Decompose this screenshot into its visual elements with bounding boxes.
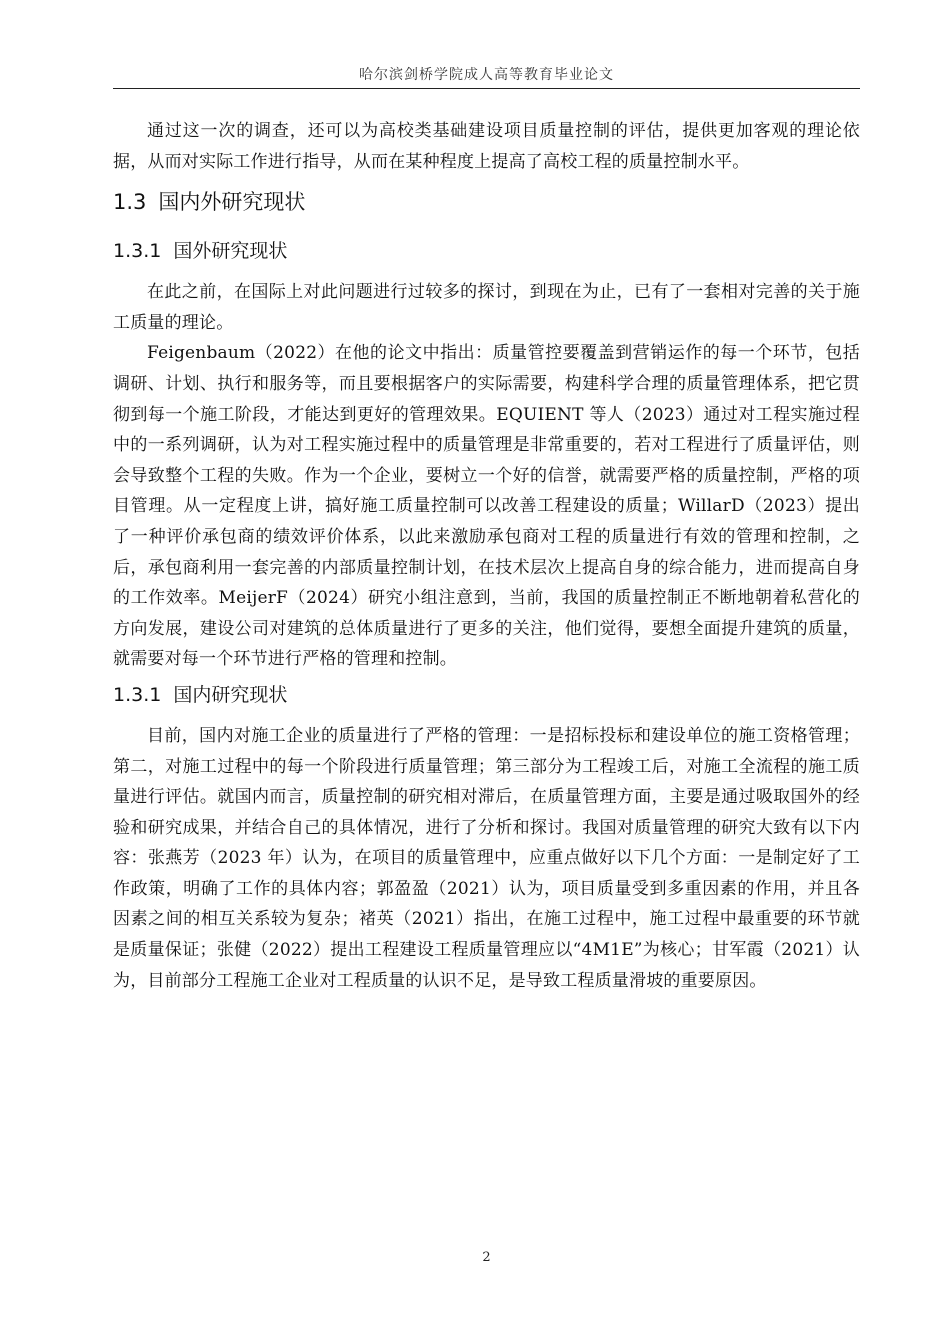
subsection-heading-foreign [113, 231, 860, 277]
subsection-number: 1.3.1 [113, 240, 162, 263]
paragraph: 在此之前，在国际上对此问题进行过较多的探讨，到现在为止，已有了一套相对完善的关于施工质量的理论。 [113, 282, 860, 333]
subsection-title: 国外研究现状 [173, 240, 288, 263]
subsection-heading-domestic [113, 675, 860, 721]
paragraph: 目前，国内对施工企业的质量进行了严格的管理：一是招标投标和建设单位的施工资格管理；第二，对施工过程中的每一个阶段进行质量管理；第三部分为工程竣工后，对施工全流程的施工质量进行评估。就国内而言，质量控制的研究相对滞后，在质量管理方面，主要是通过吸取国外的经验和研究成果，并结合自己的具体情况，进行了分析和探讨。我国对质量管理的研究大致有以下内容：张燕芳（2023 年）认为，在项目的质量管理中，应重点做好以下几个方面：一是制定好了工作政策，明确了工作的具体内容；郭盈盈（2021）认为，项目质量受到多重因素的作用，并且各因素之间的相互关系较为复杂；褚英（2021）指出，在施工过程中，施工过程中最重要的环节就是质量保证；张健（2022）提出工程建设工程质量管理应以“4M1E”为核心；甘军霞（2021）认为，目前部分工程施工企业对工程质量的认识不足，是导致工程质量滑坡的重要原因。 [113, 725, 860, 991]
page-number: 2 [482, 1250, 491, 1265]
section-number: 1.3 [113, 190, 147, 215]
header-rule [113, 88, 860, 89]
page-body [113, 116, 860, 996]
subsection-number: 1.3.1 [113, 683, 162, 706]
section-title: 国内外研究现状 [158, 190, 306, 215]
subsection-title: 国内研究现状 [173, 683, 288, 706]
intro-paragraph: 通过这一次的调查，还可以为高校类基础建设项目质量控制的评估，提供更加客观的理论依据，从而对实际工作进行指导，从而在某种程度上提高了高校工程的质量控制水平。 [113, 121, 860, 172]
running-header: 哈尔滨剑桥学院成人高等教育毕业论文 [359, 67, 614, 83]
section-heading [113, 177, 860, 231]
paragraph: Feigenbaum（2022）在他的论文中指出：质量管控要覆盖到营销运作的每一个环节，包括调研、计划、执行和服务等，而且要根据客户的实际需要，构建科学合理的质量管理体系，把它贯彻到每一个施工阶段，才能达到更好的管理效果。EQUIENT 等人（2023）通过对工程实施过程中的一系列调研，认为对工程实施过程中的质量管理是非常重要的，若对工程进行了质量评估，则会导致整个工程的失败。作为一个企业，要树立一个好的信誉，就需要严格的质量控制，严格的项目管理。从一定程度上讲，搞好施工质量控制可以改善工程建设的质量；WillarD（2023）提出了一种评价承包商的绩效评价体系，以此来激励承包商对工程的质量进行有效的管理和控制，之后，承包商利用一套完善的内部质量控制计划，在技术层次上提高自身的综合能力，进而提高自身的工作效率。MeijerF（2024）研究小组注意到，当前，我国的质量控制正不断地朝着私营化的方向发展，建设公司对建筑的总体质量进行了更多的关注，他们觉得，要想全面提升建筑的质量，就需要对每一个环节进行严格的管理和控制。 [113, 343, 860, 670]
